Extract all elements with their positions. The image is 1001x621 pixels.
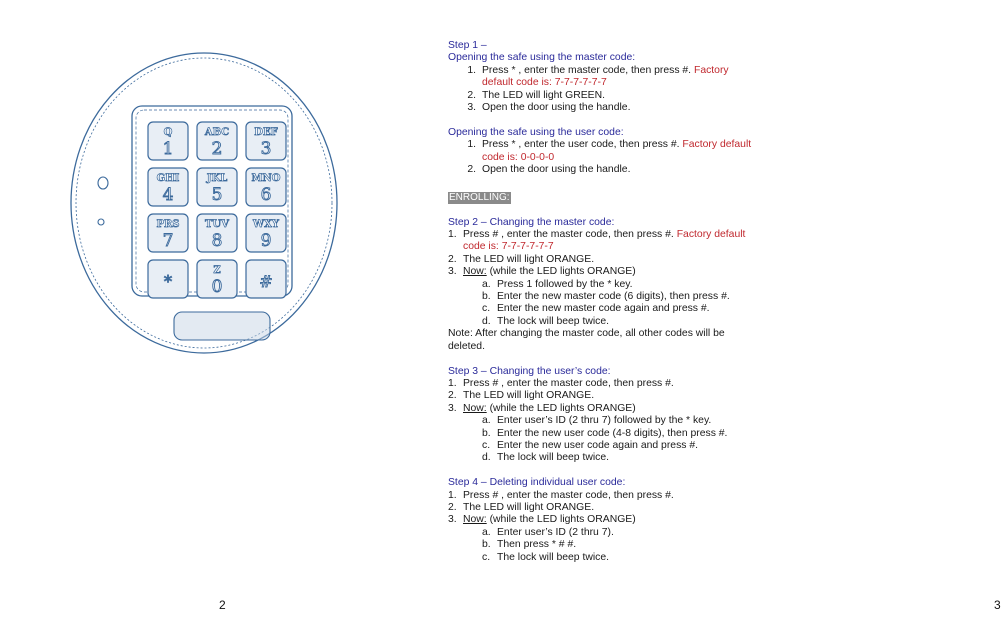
list-item: 3. Now: (while the LED lights ORANGE) [448, 514, 636, 526]
list-item: 1. Press * , enter the master code, then press #. Factory default code is: 7-7-7-7-7-7 [467, 64, 729, 89]
key-letters: WXY [252, 219, 280, 230]
enrolling-label: ENROLLING: [449, 191, 510, 203]
sub-item: c. Enter the new user code again and press #. [482, 439, 699, 451]
sub-item: d. The lock will beep twice. [482, 452, 610, 464]
list-item: 1. Press # , enter the master code, then press #. Factory default code is: 7-7-7-7-7-7 [448, 229, 746, 253]
key-digit: # [259, 272, 273, 291]
sub-item: d. The lock will beep twice. [482, 315, 610, 327]
key-letters: JKL [206, 173, 228, 184]
page-number-left: 2 [219, 598, 226, 612]
sub-item: b. Then press * # #. [482, 539, 577, 551]
list-item: 2. The LED will light ORANGE. [448, 253, 595, 265]
sub-item: c. The lock will beep twice. [482, 551, 610, 563]
sub-item: c. Enter the new master code again and press #. [482, 303, 710, 315]
key-digit: 0 [211, 277, 223, 297]
keypad-key [197, 122, 237, 160]
sub-item: a. Enter user’s ID (2 thru 7). [482, 526, 614, 538]
keypad-key [246, 168, 286, 206]
step2-note-cont: deleted. [448, 340, 485, 352]
sub-item: b. Enter the new user code (4-8 digits), then press #. [482, 427, 728, 439]
step4-heading: Step 4 – Deleting individual user code: [448, 477, 626, 489]
keypad-keys [148, 122, 286, 298]
key-letters: PRS [156, 219, 180, 230]
keypad-key [197, 260, 237, 298]
instructions-text [448, 40, 788, 564]
step3-heading: Step 3 – Changing the user’s code: [448, 365, 611, 377]
keypad-key [148, 214, 188, 252]
list-item: 1. Press # , enter the master code, then press #. [448, 377, 674, 389]
key-letters: TUV [205, 219, 229, 230]
list-item: 2. The LED will light GREEN. [467, 89, 605, 101]
step1-title: Step 1 – [448, 40, 487, 51]
keypad-key [246, 214, 286, 252]
list-item: 3. Open the door using the handle. [467, 102, 631, 114]
key-digit: * [164, 272, 172, 291]
key-digit: 6 [260, 185, 272, 205]
step2-note: Note: After changing the master code, all other codes will be [448, 328, 725, 340]
key-letters: Q [163, 127, 173, 138]
key-digit: 8 [211, 231, 223, 251]
keypad-key [148, 168, 188, 206]
key-digit: 1 [162, 139, 174, 159]
step2-heading: Step 2 – Changing the master code: [448, 216, 615, 228]
key-digit: 3 [260, 139, 272, 159]
list-item: 2. The LED will light ORANGE. [448, 501, 595, 513]
list-item: 3. Now: (while the LED lights ORANGE) [448, 266, 636, 278]
left-page [0, 0, 404, 621]
keypad-lock-illustration [68, 50, 340, 356]
list-item: 2. The LED will light ORANGE. [448, 390, 595, 402]
page-number-right: 3 [994, 598, 1001, 612]
sub-item: a. Enter user’s ID (2 thru 7) followed by the * key. [482, 415, 712, 427]
list-item: 2. Open the door using the handle. [467, 164, 631, 176]
key-digit: 7 [162, 231, 174, 251]
key-digit: 5 [211, 185, 223, 205]
step1-master-heading: Opening the safe using the master code: [448, 52, 636, 64]
key-letters: Z [213, 265, 221, 276]
keypad-key [197, 214, 237, 252]
list-item: 3. Now: (while the LED lights ORANGE) [448, 402, 636, 414]
key-digit: 4 [162, 185, 174, 205]
screw-hole-icon [98, 177, 108, 189]
led-window [174, 312, 270, 340]
list-item: 1. Press * , enter the user code, then press #. Factory default code is: 0-0-0-0 [467, 139, 752, 163]
list-item: 1. Press # , enter the master code, then press #. [448, 489, 674, 501]
keypad-key [246, 122, 286, 160]
keypad-key [148, 122, 188, 160]
screw-hole-icon [98, 219, 104, 225]
keypad-key [246, 260, 286, 298]
keypad-key [197, 168, 237, 206]
step1-user-heading: Opening the safe using the user code: [448, 126, 624, 138]
key-digit: 9 [260, 231, 272, 251]
key-letters: ABC [204, 127, 230, 138]
key-letters: MNO [251, 173, 281, 184]
keypad-key [148, 260, 188, 298]
key-digit: 2 [211, 139, 223, 159]
sub-item: a. Press 1 followed by the * key. [482, 278, 633, 290]
key-letters: DEF [254, 127, 278, 138]
key-letters: GHI [156, 173, 180, 184]
sub-item: b. Enter the new master code (6 digits), then press #. [482, 291, 730, 303]
